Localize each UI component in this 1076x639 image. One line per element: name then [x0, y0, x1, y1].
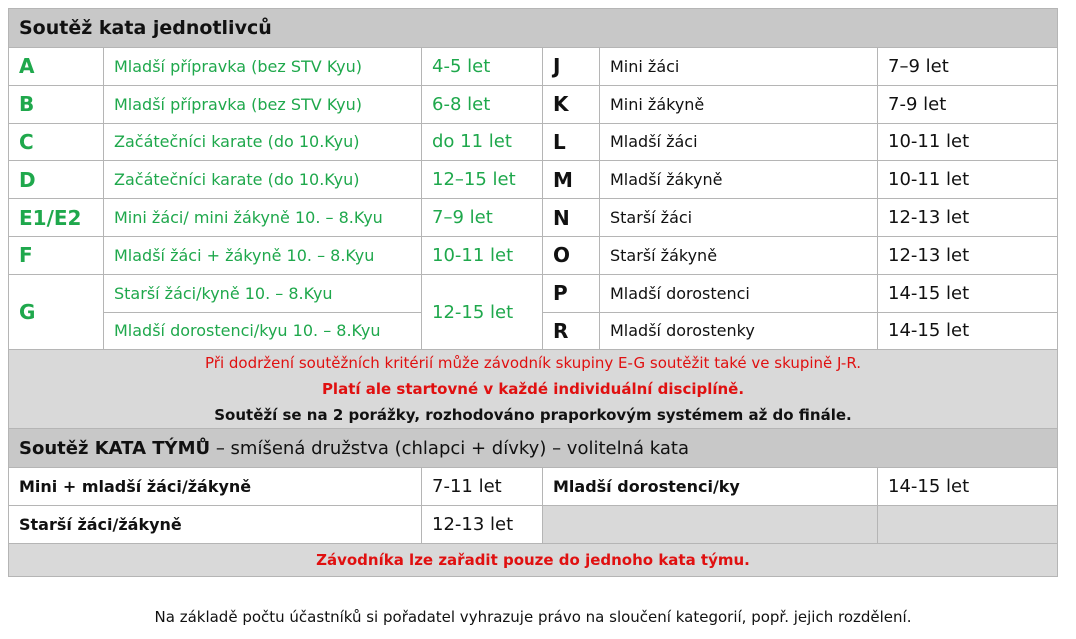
category-age: 10-11 let — [878, 123, 1058, 161]
competition-table — [8, 8, 1058, 577]
footer-note: Na základě počtu účastníků si pořadatel vyhrazuje právo na sloučení kategorií, popř. jejich rozdělení. — [154, 608, 912, 626]
category-code: O — [543, 236, 600, 274]
category-row — [9, 48, 1058, 86]
category-name: Mini žákyně — [600, 85, 878, 123]
category-name: Začátečníci karate (do 10.Kyu) — [104, 161, 422, 199]
note-line-1: Při dodržení soutěžních kritérií může závodník skupiny E-G soutěžit také ve skupině J-R. — [205, 354, 861, 373]
category-name: Mladší dorostenky — [600, 312, 878, 350]
category-code: M — [543, 161, 600, 199]
category-age: 7–9 let — [422, 199, 543, 237]
category-row — [9, 199, 1058, 237]
category-code: G — [9, 274, 104, 350]
category-age: 14-15 let — [878, 274, 1058, 312]
team-age: 7-11 let — [422, 468, 543, 506]
team-row — [9, 468, 1058, 506]
team-category: Starší žáci/žákyně — [9, 506, 422, 544]
individual-title: Soutěž kata jednotlivců — [9, 9, 1058, 48]
teams-note: Závodníka lze zařadit pouze do jednoho kata týmu. — [9, 543, 1058, 576]
category-age: 12-13 let — [878, 199, 1058, 237]
category-name: Mladší přípravka (bez STV Kyu) — [104, 48, 422, 86]
category-code: F — [9, 236, 104, 274]
category-name: Začátečníci karate (do 10.Kyu) — [104, 123, 422, 161]
category-code: N — [543, 199, 600, 237]
category-name: Mini žáci/ mini žákyně 10. – 8.Kyu — [104, 199, 422, 237]
team-category: Mini + mladší žáci/žákyně — [9, 468, 422, 506]
team-age: 12-13 let — [422, 506, 543, 544]
category-name: Mini žáci — [600, 48, 878, 86]
note-line-3: Soutěží se na 2 porážky, rozhodováno praporkovým systémem až do finále. — [214, 406, 852, 425]
category-code: P — [543, 274, 600, 312]
teams-title-rest: – smíšená družstva (chlapci + dívky) – volitelná kata — [210, 437, 689, 459]
category-code: A — [9, 48, 104, 86]
category-code: K — [543, 85, 600, 123]
category-row — [9, 123, 1058, 161]
team-row — [9, 506, 1058, 544]
empty-cell — [543, 506, 878, 544]
category-name: Mladší žáci — [600, 123, 878, 161]
category-age: 7-9 let — [878, 85, 1058, 123]
category-code: L — [543, 123, 600, 161]
category-code: D — [9, 161, 104, 199]
category-code: E1/E2 — [9, 199, 104, 237]
teams-title-bold: Soutěž KATA TÝMŮ — [19, 437, 211, 459]
category-age: 14-15 let — [878, 312, 1058, 350]
category-name: Mladší dorostenci — [600, 274, 878, 312]
category-age: 12-13 let — [878, 236, 1058, 274]
category-age: 4-5 let — [422, 48, 543, 86]
category-name: Mladší žáci + žákyně 10. – 8.Kyu — [104, 236, 422, 274]
category-age: do 11 let — [422, 123, 543, 161]
team-category: Mladší dorostenci/ky — [543, 468, 878, 506]
category-code: J — [543, 48, 600, 86]
category-row — [9, 236, 1058, 274]
empty-cell — [878, 506, 1058, 544]
team-age: 14-15 let — [878, 468, 1058, 506]
category-code: C — [9, 123, 104, 161]
category-name: Mladší žákyně — [600, 161, 878, 199]
category-code: B — [9, 85, 104, 123]
category-row — [9, 85, 1058, 123]
category-name: Mladší přípravka (bez STV Kyu) — [104, 85, 422, 123]
category-row — [9, 274, 1058, 312]
category-age: 12–15 let — [422, 161, 543, 199]
category-name: Starší žáci/kyně 10. – 8.Kyu — [104, 274, 422, 312]
category-age: 12-15 let — [422, 274, 543, 350]
note-line-2: Platí ale startovné v každé individuální disciplíně. — [321, 380, 745, 399]
category-age: 10-11 let — [422, 236, 543, 274]
category-name: Mladší dorostenci/kyu 10. – 8.Kyu — [104, 312, 422, 350]
category-age: 10-11 let — [878, 161, 1058, 199]
individual-notes — [9, 350, 1058, 429]
category-row — [9, 161, 1058, 199]
category-age: 6-8 let — [422, 85, 543, 123]
category-age: 7–9 let — [878, 48, 1058, 86]
category-name: Starší žáci — [600, 199, 878, 237]
category-code: R — [543, 312, 600, 350]
teams-title — [9, 429, 1058, 468]
category-name: Starší žákyně — [600, 236, 878, 274]
